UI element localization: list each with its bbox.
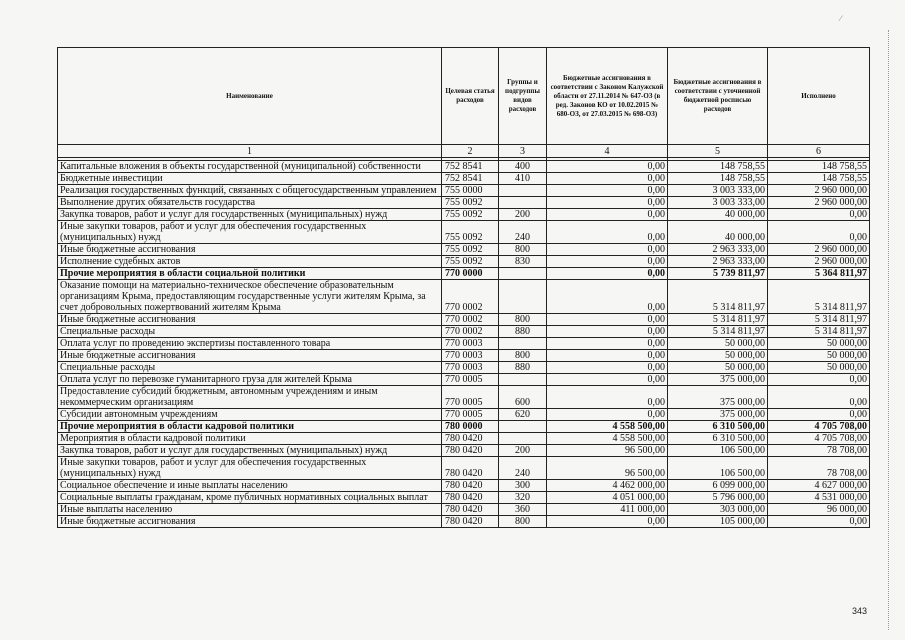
row-law-amount: 0,00 — [547, 362, 668, 374]
row-target-code: 755 0092 — [442, 197, 499, 209]
row-updated-amount: 2 963 333,00 — [668, 256, 768, 268]
row-updated-amount: 375 000,00 — [668, 374, 768, 386]
row-executed-amount: 2 960 000,00 — [768, 197, 870, 209]
row-name: Оказание помощи на материально-техническое обеспечение образовательным организациям Крыма, предоставляющим государственные услуги жителям Крыма, за счет добровольных пожертвований жителям Крыма — [58, 280, 442, 314]
row-group-code: 300 — [499, 480, 547, 492]
table-row — [58, 492, 870, 504]
row-group-code — [499, 268, 547, 280]
row-name: Оплата услуг по проведению экспертизы поставленного товара — [58, 338, 442, 350]
row-group-code — [499, 280, 547, 314]
row-target-code: 780 0420 — [442, 516, 499, 528]
row-target-code: 755 0092 — [442, 256, 499, 268]
row-law-amount: 0,00 — [547, 221, 668, 244]
row-law-amount: 0,00 — [547, 185, 668, 197]
row-group-code — [499, 374, 547, 386]
row-law-amount: 96 500,00 — [547, 457, 668, 480]
row-group-code — [499, 433, 547, 445]
row-executed-amount: 0,00 — [768, 516, 870, 528]
row-executed-amount: 4 705 708,00 — [768, 433, 870, 445]
row-group-code: 880 — [499, 326, 547, 338]
column-number-row — [58, 145, 870, 158]
table-row — [58, 457, 870, 480]
row-updated-amount: 50 000,00 — [668, 362, 768, 374]
row-group-code: 800 — [499, 244, 547, 256]
row-executed-amount: 78 708,00 — [768, 457, 870, 480]
table-row — [58, 421, 870, 433]
row-law-amount: 4 558 500,00 — [547, 421, 668, 433]
row-law-amount: 4 558 500,00 — [547, 433, 668, 445]
table-row — [58, 516, 870, 528]
row-updated-amount: 6 310 500,00 — [668, 433, 768, 445]
row-target-code: 770 0003 — [442, 350, 499, 362]
row-target-code: 755 0092 — [442, 221, 499, 244]
page-number: 343 — [851, 606, 867, 616]
row-name: Предоставление субсидий бюджетным, автономным учреждениям и иным некоммерческим организациям — [58, 386, 442, 409]
table-row — [58, 314, 870, 326]
row-updated-amount: 5 314 811,97 — [668, 326, 768, 338]
row-name: Специальные расходы — [58, 326, 442, 338]
table-row — [58, 350, 870, 362]
row-updated-amount: 106 500,00 — [668, 457, 768, 480]
column-number: 2 — [442, 145, 499, 158]
row-updated-amount: 50 000,00 — [668, 350, 768, 362]
row-executed-amount: 2 960 000,00 — [768, 256, 870, 268]
row-target-code: 770 0002 — [442, 314, 499, 326]
row-group-code: 400 — [499, 161, 547, 173]
row-updated-amount: 5 739 811,97 — [668, 268, 768, 280]
row-target-code: 780 0420 — [442, 492, 499, 504]
row-law-amount: 0,00 — [547, 409, 668, 421]
row-target-code: 755 0092 — [442, 209, 499, 221]
row-name: Выполнение других обязательств государства — [58, 197, 442, 209]
row-name: Иные бюджетные ассигнования — [58, 350, 442, 362]
row-group-code: 600 — [499, 386, 547, 409]
row-target-code: 755 0092 — [442, 244, 499, 256]
row-executed-amount: 5 314 811,97 — [768, 326, 870, 338]
row-updated-amount: 5 314 811,97 — [668, 280, 768, 314]
row-law-amount: 0,00 — [547, 256, 668, 268]
table-row — [58, 386, 870, 409]
header-law: Бюджетные ассигнования в соответствии с Законом Калужской области от 27.11.2014 № 647-ОЗ (в ред. Законов КО от 10.02.2015 № 680-ОЗ, от 27.03.2015 № 698-ОЗ) — [547, 48, 668, 145]
row-name: Специальные расходы — [58, 362, 442, 374]
row-group-code: 620 — [499, 409, 547, 421]
row-name: Иные выплаты населению — [58, 504, 442, 516]
table-row — [58, 409, 870, 421]
header-name: Наименование — [58, 48, 442, 145]
row-law-amount: 411 000,00 — [547, 504, 668, 516]
row-updated-amount: 6 099 000,00 — [668, 480, 768, 492]
row-target-code: 755 0000 — [442, 185, 499, 197]
row-law-amount: 0,00 — [547, 280, 668, 314]
row-target-code: 752 8541 — [442, 173, 499, 185]
table-row — [58, 173, 870, 185]
table-body — [58, 161, 870, 528]
row-law-amount: 0,00 — [547, 244, 668, 256]
row-executed-amount: 2 960 000,00 — [768, 185, 870, 197]
table-row — [58, 433, 870, 445]
row-updated-amount: 148 758,55 — [668, 161, 768, 173]
row-group-code — [499, 185, 547, 197]
table-row — [58, 374, 870, 386]
row-executed-amount: 5 314 811,97 — [768, 280, 870, 314]
row-name: Мероприятия в области кадровой политики — [58, 433, 442, 445]
row-law-amount: 0,00 — [547, 173, 668, 185]
row-name: Иные закупки товаров, работ и услуг для обеспечения государственных (муниципальных) нужд — [58, 221, 442, 244]
row-target-code: 780 0420 — [442, 480, 499, 492]
row-name: Социальное обеспечение и иные выплаты населению — [58, 480, 442, 492]
row-updated-amount: 375 000,00 — [668, 409, 768, 421]
row-group-code: 880 — [499, 362, 547, 374]
row-name: Закупка товаров, работ и услуг для государственных (муниципальных) нужд — [58, 209, 442, 221]
row-law-amount: 0,00 — [547, 374, 668, 386]
row-updated-amount: 2 963 333,00 — [668, 244, 768, 256]
row-target-code: 780 0420 — [442, 504, 499, 516]
column-number: 3 — [499, 145, 547, 158]
row-law-amount: 0,00 — [547, 197, 668, 209]
table-row — [58, 280, 870, 314]
table-row — [58, 268, 870, 280]
row-executed-amount: 0,00 — [768, 386, 870, 409]
row-target-code: 770 0003 — [442, 338, 499, 350]
row-target-code: 770 0000 — [442, 268, 499, 280]
row-executed-amount: 5 364 811,97 — [768, 268, 870, 280]
header-target: Целевая статья расходов — [442, 48, 499, 145]
row-name: Иные бюджетные ассигнования — [58, 244, 442, 256]
table-row — [58, 480, 870, 492]
row-group-code: 830 — [499, 256, 547, 268]
row-name: Бюджетные инвестиции — [58, 173, 442, 185]
table-row — [58, 209, 870, 221]
row-executed-amount: 148 758,55 — [768, 161, 870, 173]
row-name: Прочие мероприятия в области кадровой политики — [58, 421, 442, 433]
row-name: Социальные выплаты гражданам, кроме публичных нормативных социальных выплат — [58, 492, 442, 504]
row-group-code: 800 — [499, 350, 547, 362]
row-law-amount: 0,00 — [547, 386, 668, 409]
row-executed-amount: 2 960 000,00 — [768, 244, 870, 256]
row-target-code: 770 0003 — [442, 362, 499, 374]
row-name: Оплата услуг по перевозке гуманитарного груза для жителей Крыма — [58, 374, 442, 386]
row-name: Реализация государственных функций, связанных с общегосударственным управлением — [58, 185, 442, 197]
row-target-code: 780 0000 — [442, 421, 499, 433]
row-group-code — [499, 197, 547, 209]
row-updated-amount: 3 003 333,00 — [668, 185, 768, 197]
row-executed-amount: 0,00 — [768, 374, 870, 386]
column-number: 1 — [58, 145, 442, 158]
row-law-amount: 0,00 — [547, 161, 668, 173]
row-executed-amount: 148 758,55 — [768, 173, 870, 185]
row-updated-amount: 106 500,00 — [668, 445, 768, 457]
row-law-amount: 0,00 — [547, 314, 668, 326]
row-updated-amount: 40 000,00 — [668, 221, 768, 244]
row-executed-amount: 0,00 — [768, 221, 870, 244]
row-updated-amount: 303 000,00 — [668, 504, 768, 516]
row-law-amount: 0,00 — [547, 338, 668, 350]
row-name: Иные закупки товаров, работ и услуг для обеспечения государственных (муниципальных) нужд — [58, 457, 442, 480]
table-row — [58, 197, 870, 209]
row-updated-amount: 375 000,00 — [668, 386, 768, 409]
row-target-code: 770 0005 — [442, 374, 499, 386]
row-group-code — [499, 421, 547, 433]
row-group-code: 240 — [499, 457, 547, 480]
row-law-amount: 0,00 — [547, 516, 668, 528]
row-law-amount: 0,00 — [547, 268, 668, 280]
row-group-code: 320 — [499, 492, 547, 504]
table-row — [58, 362, 870, 374]
row-target-code: 770 0002 — [442, 280, 499, 314]
row-updated-amount: 40 000,00 — [668, 209, 768, 221]
row-name: Иные бюджетные ассигнования — [58, 314, 442, 326]
row-target-code: 752 8541 — [442, 161, 499, 173]
row-executed-amount: 5 314 811,97 — [768, 314, 870, 326]
corner-mark: ⁄ — [840, 14, 842, 23]
row-target-code: 780 0420 — [442, 433, 499, 445]
table-row — [58, 161, 870, 173]
row-target-code: 770 0005 — [442, 386, 499, 409]
table-header-row — [58, 48, 870, 145]
table-row — [58, 504, 870, 516]
row-updated-amount: 5 796 000,00 — [668, 492, 768, 504]
row-law-amount: 0,00 — [547, 326, 668, 338]
column-number: 5 — [668, 145, 768, 158]
row-group-code: 200 — [499, 445, 547, 457]
row-executed-amount: 0,00 — [768, 209, 870, 221]
row-group-code: 410 — [499, 173, 547, 185]
row-updated-amount: 105 000,00 — [668, 516, 768, 528]
row-law-amount: 4 462 000,00 — [547, 480, 668, 492]
row-group-code: 800 — [499, 516, 547, 528]
table-row — [58, 326, 870, 338]
row-group-code — [499, 338, 547, 350]
row-executed-amount: 4 531 000,00 — [768, 492, 870, 504]
header-group: Группы и подгруппы видов расходов — [499, 48, 547, 145]
table-row — [58, 221, 870, 244]
row-name: Иные бюджетные ассигнования — [58, 516, 442, 528]
row-executed-amount: 4 705 708,00 — [768, 421, 870, 433]
scan-edge-mark — [888, 30, 890, 630]
row-law-amount: 0,00 — [547, 209, 668, 221]
row-executed-amount: 0,00 — [768, 409, 870, 421]
row-executed-amount: 50 000,00 — [768, 350, 870, 362]
table-row — [58, 185, 870, 197]
row-group-code: 360 — [499, 504, 547, 516]
row-law-amount: 96 500,00 — [547, 445, 668, 457]
row-law-amount: 4 051 000,00 — [547, 492, 668, 504]
row-executed-amount: 4 627 000,00 — [768, 480, 870, 492]
row-executed-amount: 50 000,00 — [768, 362, 870, 374]
row-target-code: 770 0005 — [442, 409, 499, 421]
table-row — [58, 445, 870, 457]
row-name: Субсидии автономным учреждениям — [58, 409, 442, 421]
row-name: Закупка товаров, работ и услуг для государственных (муниципальных) нужд — [58, 445, 442, 457]
row-updated-amount: 5 314 811,97 — [668, 314, 768, 326]
row-name: Исполнение судебных актов — [58, 256, 442, 268]
budget-table — [57, 47, 870, 528]
header-executed: Исполнено — [768, 48, 870, 145]
row-updated-amount: 148 758,55 — [668, 173, 768, 185]
column-number: 4 — [547, 145, 668, 158]
row-group-code: 240 — [499, 221, 547, 244]
table-row — [58, 244, 870, 256]
row-group-code: 800 — [499, 314, 547, 326]
row-law-amount: 0,00 — [547, 350, 668, 362]
row-executed-amount: 78 708,00 — [768, 445, 870, 457]
row-executed-amount: 50 000,00 — [768, 338, 870, 350]
row-target-code: 770 0002 — [442, 326, 499, 338]
header-updated: Бюджетные ассигнования в соответствии с уточненной бюджетной росписью расходов — [668, 48, 768, 145]
row-target-code: 780 0420 — [442, 445, 499, 457]
row-group-code: 200 — [499, 209, 547, 221]
table-row — [58, 256, 870, 268]
row-updated-amount: 50 000,00 — [668, 338, 768, 350]
row-name: Капитальные вложения в объекты государственной (муниципальной) собственности — [58, 161, 442, 173]
column-number: 6 — [768, 145, 870, 158]
table-row — [58, 338, 870, 350]
row-target-code: 780 0420 — [442, 457, 499, 480]
row-executed-amount: 96 000,00 — [768, 504, 870, 516]
row-updated-amount: 6 310 500,00 — [668, 421, 768, 433]
row-updated-amount: 3 003 333,00 — [668, 197, 768, 209]
row-name: Прочие мероприятия в области социальной политики — [58, 268, 442, 280]
